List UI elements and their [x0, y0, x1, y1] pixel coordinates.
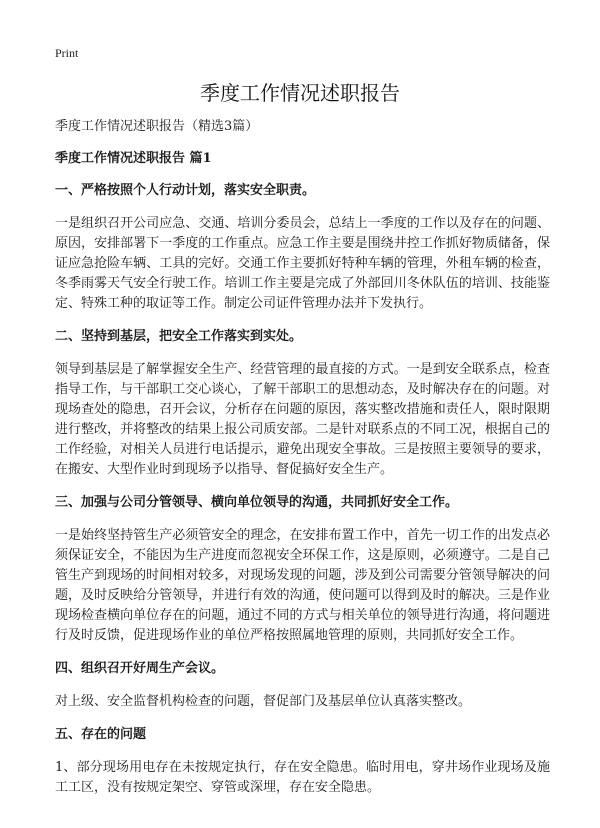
print-link[interactable]: Print: [55, 46, 79, 60]
section-body-5: 1、部分现场用电存在未按规定执行，存在安全隐患。临时用电，穿井场作业现场及施工工区，没有按规定架空、穿管或深埋，存在安全隐患。: [55, 760, 550, 795]
section-heading-2: 二、坚持到基层，把安全工作落实到实处。: [55, 329, 303, 344]
section-body-4: 对上级、安全监督机构检查的问题，督促部门及基层单位认真落实整改。: [55, 694, 472, 709]
section-heading-4: 四、组织召开好周生产会议。: [55, 661, 225, 676]
section-heading-5: 五、存在的问题: [55, 727, 147, 742]
section-body-2: 领导到基层是了解掌握安全生产、经营管理的最直接的方式。一是到安全联系点，检查指导工作，与干部职工交心谈心，了解干部职工的思想动态，及时解决存在的问题。对现场查处的隐患，召开会议，分析存在问题的原因，落实整改措施和责任人，限时限期进行整改，并将整改的结果上报公司质安部。二是针对联系点的不同工况，根据自己的工作经验，对相关人员进行电话提示，避免出现安全事故。三是按照主要领导的要求，在搬安、大型作业时到现场予以指导、督促搞好安全生产。: [55, 362, 550, 477]
page-title: 季度工作情况述职报告: [200, 81, 400, 105]
article-heading: 季度工作情况述职报告 篇1: [55, 151, 212, 166]
section-heading-1: 一、严格按照个人行动计划，落实安全职责。: [55, 183, 316, 198]
section-body-3: 一是始终坚持管生产必须管安全的理念，在安排布置工作中，首先一切工作的出发点必须保证安全，不能因为生产进度而忽视安全环保工作，这是原则，必须遵守。二是自己管生产到现场的时间相对较多，对现场发现的问题，涉及到公司需要分管领导解决的问题，及时反映给分管领导，并进行有效的沟通，使问题可以得到及时的解决。三是作业现场检查横向单位存在的问题，通过不同的方式与相关单位的领导进行沟通，将问题进行及时反馈，促进现场作业的单位严格按照属地管理的原则，共同抓好安全工作。: [55, 528, 550, 643]
section-body-1: 一是组织召开公司应急、交通、培训分委员会，总结上一季度的工作以及存在的问题、原因，安排部署下一季度的工作重点。应急工作主要是围绕井控工作抓好物质储备，保证应急抢险车辆、工具的完好。交通工作主要抓好特种车辆的管理，外租车辆的检查，冬季雨雾天气安全行驶工作。培训工作主要是完成了外部回川冬休队伍的培训、技能鉴定、特殊工种的取证等工作。制定公司证件管理办法并下发执行。: [55, 216, 550, 311]
document-subtitle: 季度工作情况述职报告（精选3篇）: [55, 119, 259, 134]
document-body: [55, 118, 550, 812]
section-heading-3: 三、加强与公司分管领导、横向单位领导的沟通，共同抓好安全工作。: [55, 495, 459, 510]
